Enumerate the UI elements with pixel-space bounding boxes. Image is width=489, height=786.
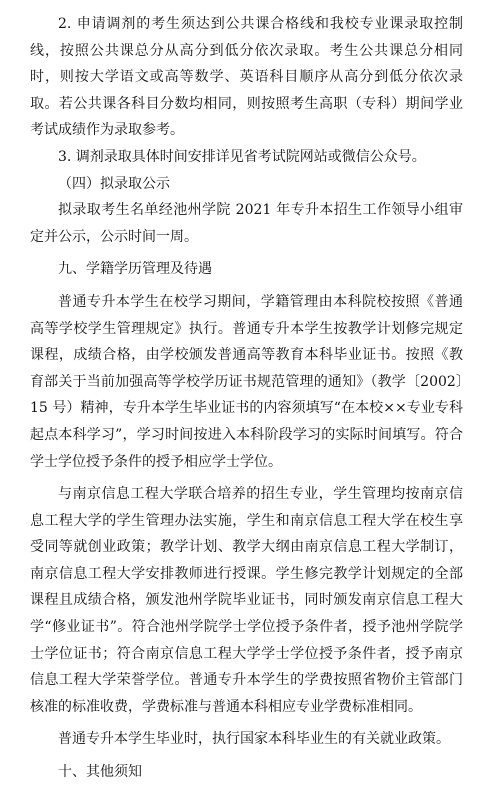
paragraph-adjustment-rule-3: 3. 调剂录取具体时间安排详见省考试院网站或微信公众号。 [58,148,426,165]
paragraph-publicity: 拟录取考生名单经池州学院 2021 年专升本招生工作领导小组审定并公示，公示时间一周。 [30,202,463,245]
section-heading-publicity: （四）拟录取公示 [58,175,170,192]
paragraph-employment-policy: 普通专升本学生毕业时，执行国家本科毕业生的有关就业政策。 [58,731,450,748]
paragraph-adjustment-rule-2: 2. 申请调剂的考生须达到公共课合格线和我校专业课录取控制线，按照公共课总分从高分到低分依次录取。考生公共课总分相同时，则按大学语文或高等数学、英语科目顺序从高分到低分依次录取。若公共课各科目分数均相同，则按照考生高职（专科）期间学业考试成绩作为录取参考。 [30,16,463,139]
paragraph-student-status: 普通专升本学生在校学习期间，学籍管理由本科院校按照《普通高等学校学生管理规定》执行。普通专升本学生按教学计划修完规定课程，成绩合格，由学校颁发普通高等教育本科毕业证书。按照《教育部关于当前加强高等学校学历证书规范管理的通知》（教学〔2002〕15 号）精神，专升本学生毕业证书的内容须填写“在本校××专业专科起点本科学习”，学习时间按进入本科阶段学习的实际时间填写。符合学士学位授予条件的授予相应学士学位。 [30,293,463,470]
section-heading-other-notes: 十、其他须知 [58,764,142,781]
paragraph-joint-training: 与南京信息工程大学联合培养的招生专业，学生管理均按南京信息工程大学的学生管理办法实施，学生和南京信息工程大学在校生享受同等就创业政策；教学计划、教学大纲由南京信息工程大学制订，南京信息工程大学安排教师进行授课。学生修完教学计划规定的全部课程且成绩合格，颁发池州学院毕业证书，同时颁发南京信息工程大学“修业证书”。符合池州学院学士学位授予条件者，授予池州学院学士学位证书；符合南京信息工程大学学士学位授予条件者，授予南京信息工程大学荣誉学位。普通专升本学生的学费按照省物价主管部门核准的标准收费，学费标准与普通本科相应专业学费标准相同。 [30,486,463,715]
section-heading-student-status: 九、学籍学历管理及待遇 [58,261,212,278]
